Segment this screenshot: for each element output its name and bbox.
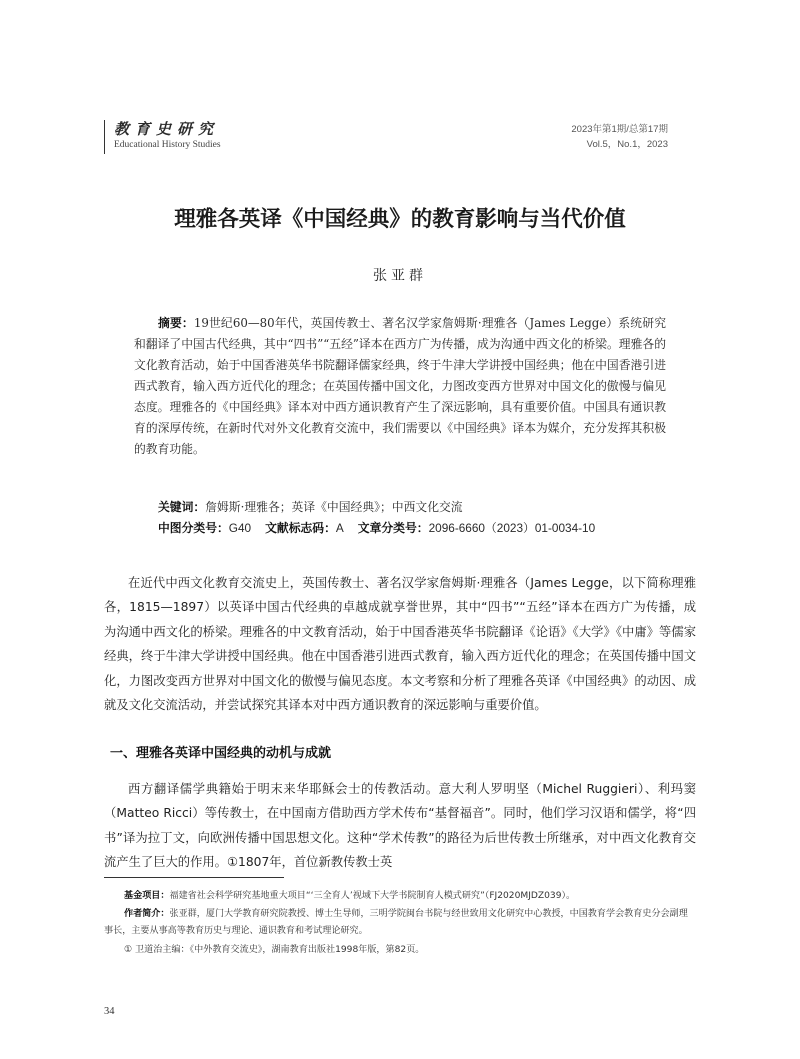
footnote-fund — [104, 888, 696, 905]
clc-label: 中图分类号： — [158, 521, 229, 535]
article-title: 理雅各英译《中国经典》的教育影响与当代价值 — [174, 207, 626, 232]
issue-en: Vol.5，No.1，2023 — [586, 139, 668, 150]
body-paragraph-1: 在近代中西文化教育交流史上，英国传教士、著名汉学家詹姆斯·理雅各（James Legge，以下简称理雅各，1815—1897）以英译中国古代经典的卓越成就享誉世界，其中“四书”“五经”译本在西方广为传播，成为沟通中西文化的桥梁。理雅各的中文教育活动，始于中国香港英华书院翻译《论语》《大学》《中庸》等儒家经典，终于牛津大学讲授中国经典。他在中国香港引进西式教育，输入西方近代化的理念；在英国传播中国文化，力图改变西方世界对中国文化的傲慢与偏见态度。本文考察和分析了理雅各英译《中国经典》的动因、成就及文化交流活动，并尝试探究其译本对中西方通识教育的深远影响与重要价值。 — [104, 576, 696, 713]
abstract-text: 19世纪60—80年代，英国传教士、著名汉学家詹姆斯·理雅各（James Legge）系统研究和翻译了中国古代经典，其中“四书”“五经”译本在西方广为传播，成为沟通中西文化的桥梁。理雅各的文化教育活动，始于中国香港英华书院翻译儒家经典，终于牛津大学讲授中国经典；他在中国香港引进西式教育，输入西方近代化的理念；在英国传播中国文化，力图改变西方世界对中国文化的傲慢与偏见态度。理雅各的《中国经典》译本对中西方通识教育产生了深远影响，具有重要价值。中国具有通识教育的深厚传统，在新时代对外文化教育交流中，我们需要以《中国经典》译本为媒介，充分发挥其积极的教育功能。 — [134, 316, 666, 456]
abstract-label: 摘要： — [158, 316, 194, 330]
keywords — [158, 497, 678, 518]
keywords-label: 关键词： — [158, 500, 206, 514]
clc-value: G40 — [228, 521, 252, 535]
fund-label: 基金项目： — [124, 891, 170, 901]
article-author: 张亚群 — [373, 268, 427, 284]
doc-code-value: A — [335, 521, 344, 535]
journal-name-cn: 教育史研究 — [114, 120, 220, 138]
section-heading-1: 一、理雅各英译中国经典的动机与成就 — [110, 746, 332, 761]
footnote-author-bio — [104, 906, 696, 940]
article-code-label: 文章分类号： — [357, 521, 429, 535]
masthead-divider — [104, 120, 105, 154]
issue-cn: 2023年第1期/总第17期 — [571, 124, 668, 135]
fund-text: 福建省社会科学研究基地重大项目“‘三全育人’视域下大学书院制育人模式研究”（FJ2020MJDZ039）。 — [169, 891, 576, 901]
abstract — [134, 313, 666, 460]
article-code-value: 2096-6660（2023）01-0034-10 — [428, 521, 596, 535]
footnote-rule — [104, 877, 284, 878]
page-number: 34 — [104, 1006, 115, 1017]
journal-masthead — [104, 118, 254, 154]
issue-info — [571, 122, 668, 152]
journal-name-en: Educational History Studies — [114, 140, 221, 150]
body-paragraph-2: 西方翻译儒学典籍始于明末来华耶稣会士的传教活动。意大利人罗明坚（Michel Ruggieri）、利玛窦（Matteo Ricci）等传教士，在中国南方借助西方学术传布“基督福音”。同时，他们学习汉语和儒学，将“四书”译为拉丁文，向欧洲传播中国思想文化。这种“学术传教”的路径为后世传教士所继承，对中西文化教育交流产生了巨大的作用。①1807年，首位新教传教士英 — [104, 782, 696, 870]
bio-text: 张亚群，厦门大学教育研究院教授、博士生导师，三明学院闽台书院与经世致用文化研究中心教授，中国教育学会教育史分会副理事长，主要从事高等教育历史与理论、通识教育和考试理论研究。 — [104, 909, 688, 936]
footnote-1: ① 卫道治主编：《中外教育交流史》，湖南教育出版社1998年版，第82页。 — [124, 945, 425, 955]
doc-code-label: 文献标志码： — [265, 521, 336, 535]
bio-label: 作者简介： — [124, 909, 170, 919]
classification-line — [158, 518, 678, 539]
keywords-text: 詹姆斯·理雅各；英译《中国经典》；中西文化交流 — [205, 500, 463, 514]
